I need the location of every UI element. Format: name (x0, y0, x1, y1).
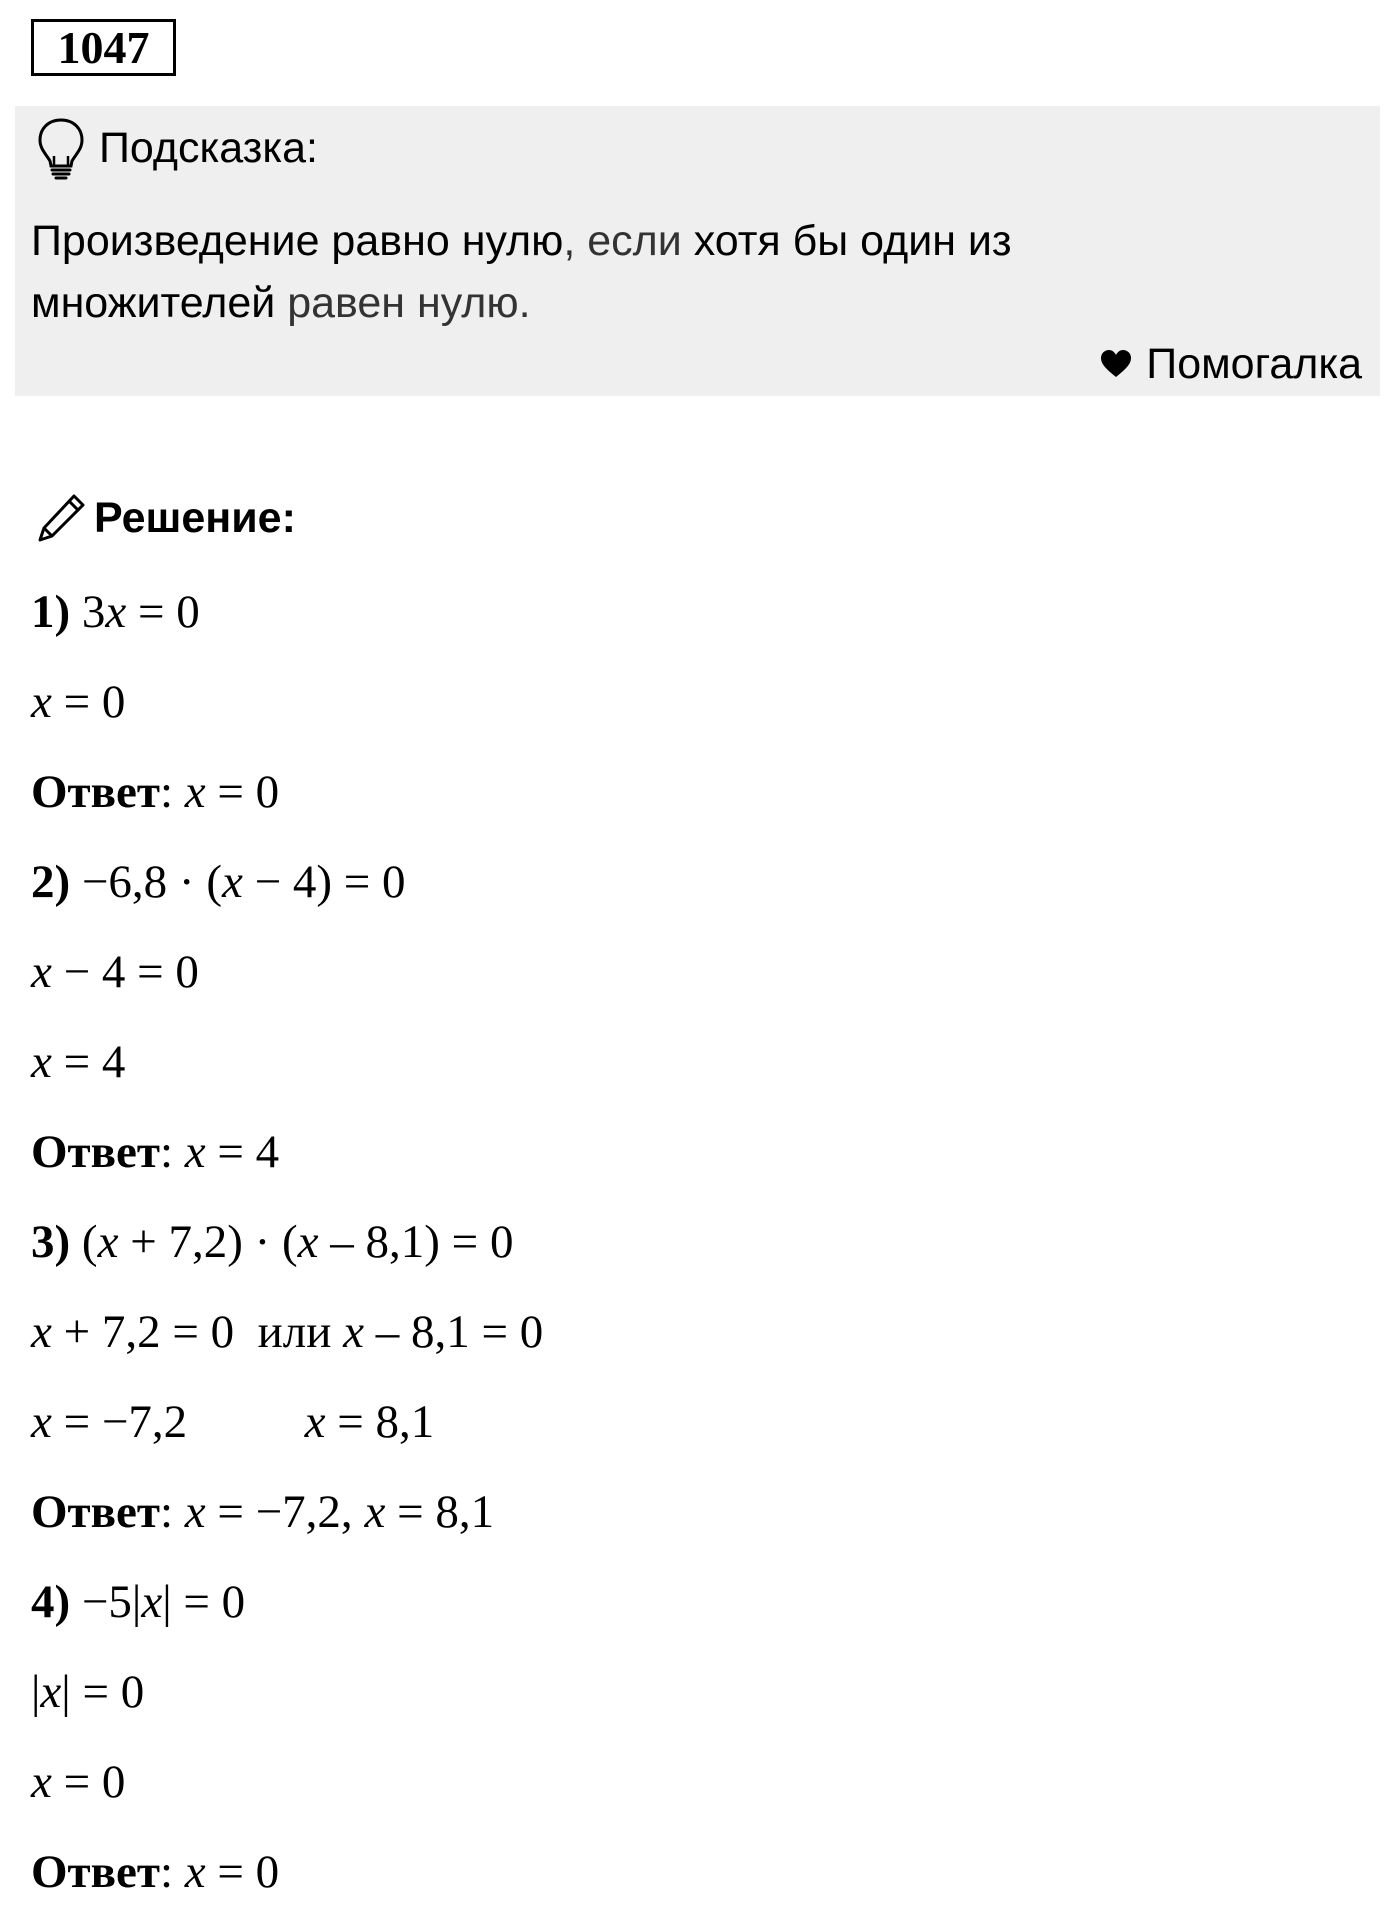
equation: x = 4 (31, 1036, 126, 1088)
hint-box (15, 106, 1380, 396)
item-number: 1) (31, 586, 71, 638)
credit (1100, 336, 1362, 392)
solution-line (31, 1382, 543, 1472)
task-number: 1047 (31, 19, 176, 76)
solution-line (31, 572, 543, 662)
equation: : x = 4 (159, 1126, 280, 1178)
pencil-icon (34, 491, 88, 545)
equation: x − 4 = 0 (31, 946, 199, 998)
hint-bold-1: Произведение равно нулю (31, 217, 564, 265)
equation: : x = 0 (159, 1846, 280, 1898)
hint-plain-1: , если (563, 217, 694, 265)
hint-text (31, 210, 1351, 334)
solution-line (31, 752, 543, 842)
equation: (x + 7,2) · (x – 8,1) = 0 (70, 1216, 514, 1268)
equation: x = −7,2 x = 8,1 (31, 1396, 435, 1448)
answer-label: Ответ (31, 1126, 160, 1178)
equation: −6,8 · (x − 4) = 0 (70, 856, 406, 908)
solution-line (31, 1742, 543, 1832)
credit-label: Помогалка (1146, 340, 1362, 388)
equation: x + 7,2 = 0 или x – 8,1 = 0 (31, 1306, 544, 1358)
solution-lines (31, 572, 543, 1922)
hint-title: Подсказка: (99, 124, 318, 172)
equation: : x = −7,2, x = 8,1 (159, 1486, 495, 1538)
solution-line (31, 662, 543, 752)
lightbulb-icon (35, 116, 87, 182)
equation: : x = 0 (159, 766, 280, 818)
equation: 3x = 0 (70, 586, 200, 638)
answer-label: Ответ (31, 1846, 160, 1898)
equation: −5|x| = 0 (70, 1576, 246, 1628)
solution-line (31, 1022, 543, 1112)
heart-icon (1100, 349, 1132, 379)
solution-line (31, 1472, 543, 1562)
item-number: 3) (31, 1216, 71, 1268)
equation: x = 0 (31, 676, 126, 728)
solution-line (31, 1652, 543, 1742)
equation: x = 0 (31, 1756, 126, 1808)
solution-header (34, 490, 296, 546)
hint-bold-3: множителей (31, 279, 276, 327)
solution-line (31, 1832, 543, 1922)
item-number: 2) (31, 856, 71, 908)
answer-label: Ответ (31, 766, 160, 818)
answer-label: Ответ (31, 1486, 160, 1538)
item-number: 4) (31, 1576, 71, 1628)
solution-title: Решение: (94, 494, 296, 542)
equation: |x| = 0 (31, 1666, 145, 1718)
solution-line (31, 1562, 543, 1652)
solution-line (31, 1112, 543, 1202)
hint-bold-2: хотя бы один из (693, 217, 1012, 265)
solution-line (31, 1292, 543, 1382)
solution-line (31, 1202, 543, 1292)
hint-plain-2: равен нулю. (275, 279, 531, 327)
solution-line (31, 932, 543, 1022)
solution-line (31, 842, 543, 932)
